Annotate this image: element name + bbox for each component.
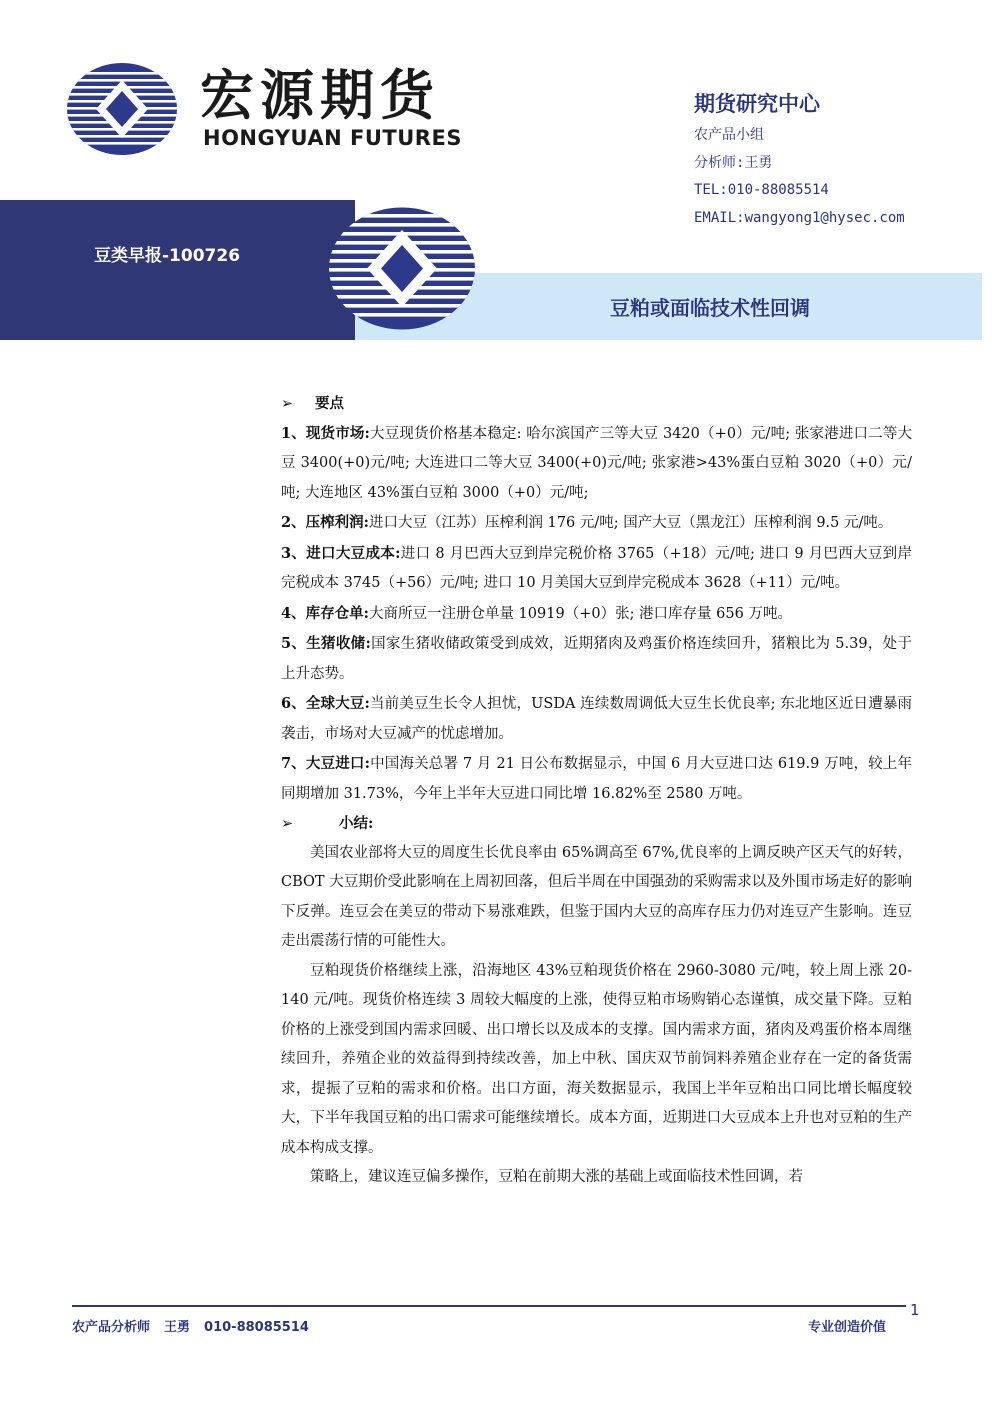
point-label: 2、压榨利润:: [281, 514, 369, 531]
footer-name: 王勇: [164, 1320, 191, 1335]
point-item: [281, 629, 912, 689]
point-label: 1、现货市场:: [281, 424, 370, 442]
point-item: [281, 599, 912, 630]
hongyuan-logo-icon: [66, 62, 178, 156]
arrow-bullet-icon: ➢: [281, 816, 294, 832]
telephone: TEL:010-88085514: [694, 182, 829, 198]
point-text: 进口大豆（江苏）压榨利润 176 元/吨; 国产大豆（黑龙江）压榨利润 9.5 元/吨。: [368, 515, 893, 531]
point-item: [281, 539, 912, 599]
point-label: 4、库存仓单:: [281, 604, 369, 622]
banner-dark: [0, 200, 355, 340]
summary-heading: [281, 809, 912, 839]
footer-divider: [72, 1305, 906, 1307]
footer-slogan: 专业创造价值: [808, 1320, 887, 1335]
point-item: [281, 508, 912, 539]
report-content: [281, 389, 912, 1193]
page-number: 1: [910, 1301, 920, 1319]
research-info: [694, 90, 984, 232]
summary-paragraph: 豆粕现货价格继续上涨，沿海地区 43%豆粕现货价格在 2960-3080 元/吨，较上周上涨 20-140 元/吨。现货价格连续 3 周较大幅度的上涨，使得豆粕市场购销心态谨慎，成交量下降。豆粕价格的上涨受到国内需求回暖、出口增长以及成本的支撑。国内需求方面，猪肉及鸡蛋价格本周继续回升，养殖企业的效益得到持续改善，加上中秋、国庆双节前饲料养殖企业存在一定的备货需求，提振了豆粕的需求和价格。出口方面，海关数据显示，我国上半年豆粕出口同比增长幅度较大，下半年我国豆粕的出口需求可能继续增长。成本方面，近期进口大豆成本上升也对豆粕的生产成本构成支撑。: [281, 962, 912, 1156]
points-heading: [281, 389, 912, 419]
point-label: 3、进口大豆成本:: [281, 544, 401, 562]
point-text: 大商所豆一注册仓单量 10919（+0）张; 港口库存量 656 万吨。: [368, 605, 792, 622]
point-text: 当前美豆生长令人担忧，USDA 连续数周调低大豆生长优良率; 东北地区近日遭暴雨袭击，市场对大豆减产的忧虑增加。: [281, 696, 912, 742]
banner-logo-icon: [327, 206, 477, 331]
report-id: 豆类早报-100726: [94, 246, 241, 266]
point-label: 7、大豆进口:: [281, 755, 370, 772]
brand-name-en: HONGYUAN FUTURES: [203, 126, 462, 150]
summary-paragraph: 策略上，建议连豆偏多操作，豆粕在前期大涨的基础上或面临技术性回调，若: [310, 1169, 803, 1185]
arrow-bullet-icon: ➢: [281, 396, 294, 412]
group-name: 农产品小组: [694, 127, 764, 143]
analyst-name: 分析师:王勇: [694, 154, 773, 171]
point-item: [281, 689, 912, 749]
footer-role: 农产品分析师: [72, 1320, 151, 1335]
point-label: 6、全球大豆:: [281, 695, 370, 712]
footer-contact: [72, 1318, 323, 1338]
brand-name-cn: 宏源期货: [200, 64, 440, 127]
point-text: 国家生猪收储政策受到成效，近期猪肉及鸡蛋价格连续回升，猪粮比为 5.39，处于上升态势。: [281, 636, 912, 682]
email-address: EMAIL:wangyong1@hysec.com: [694, 209, 905, 226]
point-item: [281, 749, 912, 809]
point-text: 中国海关总署 7 月 21 日公布数据显示，中国 6 月大豆进口达 619.9 万吨，较上年同期增加 31.73%，今年上半年大豆进口同比增 16.82%至 2580 万吨。: [281, 756, 912, 802]
footer-phone: 010-88085514: [204, 1320, 309, 1335]
point-item: [281, 419, 912, 509]
point-text: 进口 8 月巴西大豆到岸完税价格 3765（+18）元/吨; 进口 9 月巴西大豆到岸完税成本 3745（+56）元/吨; 进口 10 月美国大豆到岸完税成本 3628（+11）元/吨。: [281, 545, 912, 591]
point-text: 大豆现货价格基本稳定: 哈尔滨国产三等大豆 3420（+0）元/吨; 张家港进口二等大豆 3400(+0)元/吨; 大连进口二等大豆 3400(+0)元/吨; 张家港>43%蛋白豆粕 3020（+0）元/吨; 大连地区 43%蛋白豆粕 3000（+0）元/吨;: [281, 425, 912, 501]
summary-paragraph: 美国农业部将大豆的周度生长优良率由 65%调高至 67%,优良率的上调反映产区天气的好转，CBOT 大豆期价受此影响在上周初回落，但后半周在中国强劲的采购需求以及外围市场走好的影响下反弹。连豆会在美豆的带动下易涨难跌，但鉴于国内大豆的高库存压力仍对连豆产生影响。连豆走出震荡行情的可能性大。: [281, 844, 912, 949]
research-center: 期货研究中心: [694, 92, 820, 116]
summary-heading-text: 小结:: [339, 815, 374, 832]
report-headline: 豆粕或面临技术性回调: [610, 296, 810, 320]
points-heading-text: 要点: [315, 395, 344, 412]
point-label: 5、生猪收储:: [281, 635, 371, 652]
